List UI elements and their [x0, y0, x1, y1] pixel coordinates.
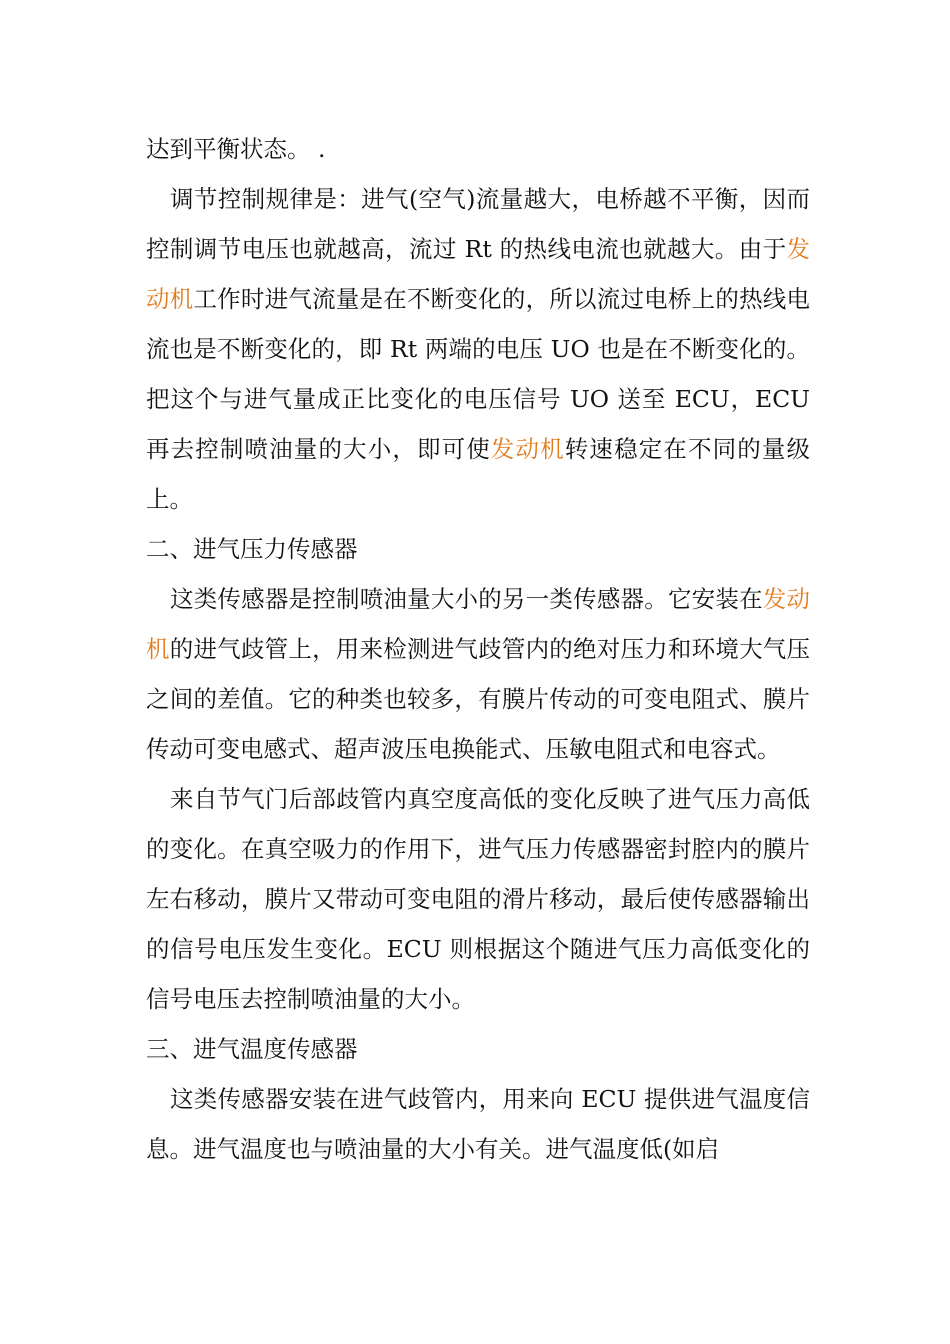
text-run: 来自节气门后部歧管内真空度高低的变化反映了进气压力高低的变化。在真空吸力的作用下，进气压力传感器密封腔内的膜片左右移动，膜片又带动可变电阻的滑片移动，最后使传感器输出的信号电压发生变化。ECU 则根据这个随进气压力高低变化的信号电压去控制喷油量的大小。 [146, 785, 810, 1013]
paragraph-3 [146, 574, 810, 774]
paragraph-5 [146, 1074, 810, 1174]
document-page [146, 124, 810, 1174]
engine-link[interactable]: 发动机 [146, 235, 810, 313]
text-run: 这类传感器安装在进气歧管内，用来向 ECU 提供进气温度信息。进气温度也与喷油量的大小有关。进气温度低(如启 [146, 1085, 810, 1163]
section-heading-intake-temperature-sensor [146, 1024, 810, 1074]
text-run: 转速稳定在不同的量级上。 [146, 435, 811, 513]
text-run: 工作时进气流量是在不断变化的，所以流过电桥上的热线电流也是不断变化的，即 Rt 两端的电压 UO 也是在不断变化的。把这个与进气量成正比变化的电压信号 UO 送至 ECU，ECU 再去控制喷油量的大小，即可使 [146, 285, 811, 463]
section-heading-intake-pressure-sensor [146, 524, 810, 574]
engine-link[interactable]: 发动机 [490, 435, 565, 463]
text-run: 这类传感器是控制喷油量大小的另一类传感器。它安装在 [170, 585, 763, 613]
text-run: 调节控制规律是：进气(空气)流量越大，电桥越不平衡，因而控制调节电压也就越高，流过 Rt 的热线电流也就越大。由于 [146, 185, 810, 263]
text-run: 达到平衡状态。 . [146, 135, 326, 163]
engine-link[interactable]: 发动机 [146, 585, 811, 663]
heading-text: 三、进气温度传感器 [146, 1035, 358, 1063]
paragraph-1 [146, 124, 810, 174]
paragraph-2 [146, 174, 810, 524]
paragraph-4 [146, 774, 810, 1024]
heading-text: 二、进气压力传感器 [146, 535, 358, 563]
text-run: 的进气歧管上，用来检测进气歧管内的绝对压力和环境大气压之间的差值。它的种类也较多，有膜片传动的可变电阻式、膜片传动可变电感式、超声波压电换能式、压敏电阻式和电容式。 [146, 635, 811, 763]
